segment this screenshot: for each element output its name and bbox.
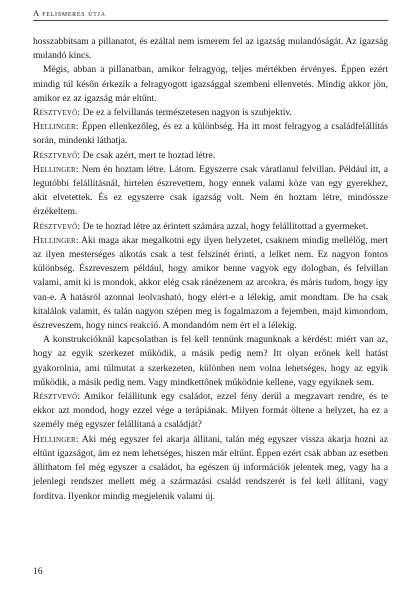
dialogue-line: Hellinger: Aki még egyszer fel akarja állítani, talán még egyszer vissza akarja hozni az eltűnt igazságot, ám ez nem lehetséges, hiszen már eltűnt. Éppen ezért csak abban az esetben állíthatom fel még egyszer a családot, ha egészen új információk jelentek meg, vagy ha a jelenlegi rendszer mellett még a származási család rendszerét is fel kell állítani, vagy fordítva. Ilyenkor mindig megjelenik valami új.: [33, 433, 388, 502]
speaker-label: Hellinger:: [33, 234, 79, 246]
dialogue-line: Hellinger: Nem én hoztam létre. Látom. Egyszerre csak váratlanul felvillan. Például itt, a legutóbbi felállításnál, hirtelen észrevettem, hogy ennek valami köze van egy gyerekhez, akit elvetettek. És ez egyszerre csak igazság volt. Nem én hoztam létre, mindössze érzékeltem.: [33, 163, 388, 218]
dialogue-line: Hellinger: Aki maga akar megalkotni egy ilyen helyzetet, csaknem mindig mellélőg, mert az ilyen mesterséges alkotás csak a test felszínét érinti, a lelket nem. Ez nagyon fontos különbség. Észreveszem például, hogy amikor benne vagyok egy dologban, és felvillan valami, amit ki is mondok, akkor elég csak ránézenem az arcokra, és máris tudom, hogy így van-e. A hatásról azonnal leolvasható, hogy elért-e a lélekig, amit mondtam. De ha csak kitalálok valamit, és talán nagyon szépen meg is fogalmazom a fejemben, majd kimondom, észreveszem, hogy nincs reakció. A mondandóm nem ért el a lélekig.: [33, 234, 388, 332]
page-number: 16: [33, 566, 43, 577]
speaker-label: Résztvevő:: [33, 149, 81, 161]
header-rule: [33, 20, 388, 21]
dialogue-line: Résztvevő: De ez a felvillanás természetesen nagyon is szubjektív.: [33, 107, 292, 119]
speaker-label: Hellinger:: [33, 433, 79, 445]
dialogue-line: Résztvevő: Amikor felállítunk egy családot, ezzel fény derül a megzavart rendre, és te ekkor azt mondod, hogy ezzel vége a terápiának. Milyen formát öltene a helyzet, ha ez a személy még egyszer felállítaná a családját?: [33, 391, 388, 431]
dialogue-line: Hellinger: Éppen ellenkezőleg, és ez a különbség. Ha itt most felragyog a családfelállítás során, mindenki láthatja.: [33, 121, 388, 147]
dialogue-line: Résztvevő: De te hoztad létre az érintett számára azzal, hogy felállítottad a gyermeket.: [33, 220, 369, 232]
page-body: [33, 35, 388, 504]
paragraph: A konstrukcióknál kapcsolatban is fel kell tennünk magunknak a kérdést: miért van az, hogy az egyik szerkezet működik, a másik pedig nem? Itt olyan erőnek kell hatást gyakorolnia, ami túlmutat a szerkezeten, különben nem volna lehetséges, hogy az egyik működik, a másik pedig nem. Vagy mindkettőnek működnie kellene, vagy egyiknek sem.: [33, 334, 388, 388]
paragraph: hosszabbítsam a pillanatot, és ezáltal nem ismerem fel az igazság mulandóságát. Az igazság mulandó kincs.: [33, 36, 388, 62]
speaker-label: Hellinger:: [33, 121, 79, 133]
dialogue-line: Résztvevő: De csak azért, mert te hoztad létre.: [33, 149, 216, 161]
speaker-label: Résztvevő:: [33, 107, 81, 119]
paragraph: Mégis, abban a pillanatban, amikor felragyog, teljes mértékben érvényes. Éppen ezért mindig túl későn érkezik a felragyogott igazsággal szembeni ellenvetés. Mindig akkor jön, amikor ez az igazság már eltűnt.: [33, 64, 388, 104]
speaker-label: Résztvevő:: [33, 220, 81, 232]
speaker-label: Hellinger:: [33, 163, 79, 175]
running-header: A felismerés útja: [33, 8, 106, 18]
speaker-label: Résztvevő:: [33, 391, 81, 403]
